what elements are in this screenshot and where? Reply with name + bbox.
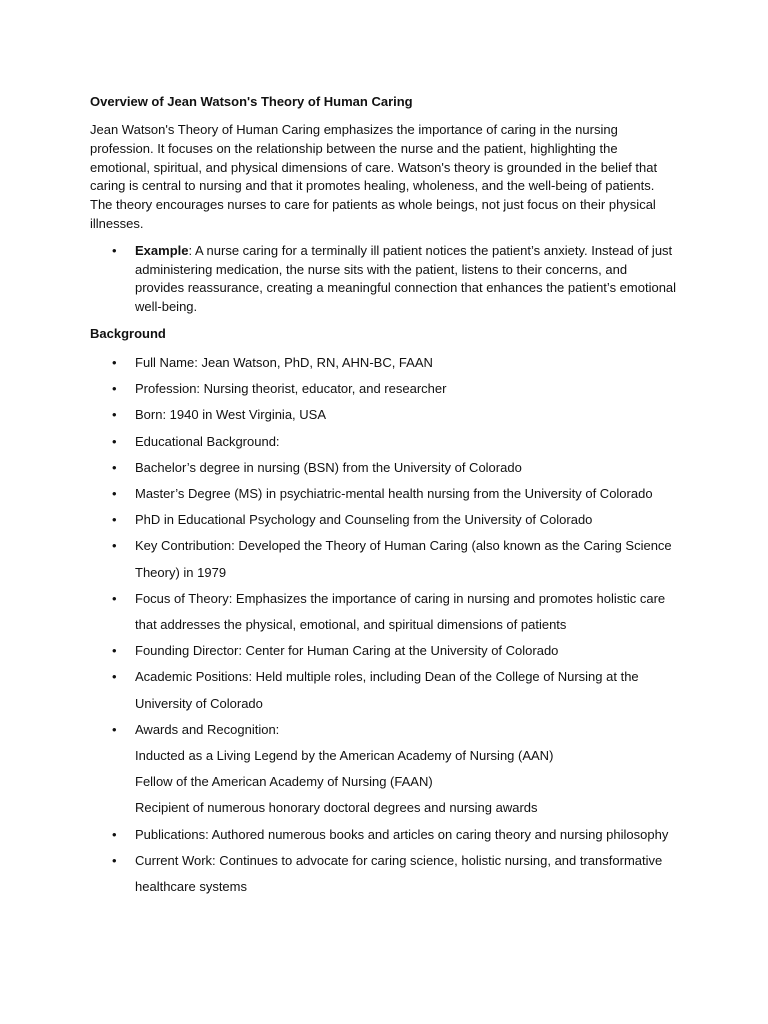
bullet-icon: • [112,485,117,501]
example-item [90,242,678,317]
list-item-text: Founding Director: Center for Human Caring at the University of Colorado [135,643,559,659]
example-list [90,242,678,317]
list-item [90,376,678,402]
list-item-text: Academic Positions: Held multiple roles, including Dean of the College of Nursing at the University of Colorado [135,669,639,711]
bullet-icon: • [112,381,117,397]
bullet-icon: • [112,512,117,528]
list-item [90,848,678,900]
list-item [90,533,678,585]
list-item-text: Born: 1940 in West Virginia, USA [135,407,327,423]
list-item [90,822,678,848]
list-item-text: PhD in Educational Psychology and Counseling from the University of Colorado [135,512,593,528]
intro-paragraph: Jean Watson's Theory of Human Caring emphasizes the importance of caring in the nursing profession. It focuses on the relationship between the nurse and the patient, highlighting the emotional, spiritual, and physical dimensions of care. Watson's theory is grounded in the belief that caring is central to nursing and that it promotes healing, wholeness, and the well-being of patients. The theory encourages nurses to care for patients as whole beings, not just focus on their physical illnesses. [90,122,658,231]
list-item [90,717,678,822]
list-item [90,586,678,638]
bullet-icon: • [112,590,117,606]
list-item-text: Educational Background: [135,433,280,449]
bullet-icon: • [112,643,117,659]
bullet-icon: • [112,538,117,554]
list-item-text: Awards and Recognition: [135,721,280,737]
list-item [90,507,678,533]
list-item-text: Publications: Authored numerous books and articles on caring theory and nursing philosophy [135,826,669,842]
award-line: Inducted as a Living Legend by the American Academy of Nursing (AAN) [135,748,554,764]
list-item-text: Key Contribution: Developed the Theory of Human Caring (also known as the Caring Science Theory) in 1979 [135,538,672,580]
list-item [90,455,678,481]
list-item [90,481,678,507]
bullet-icon: • [112,407,117,423]
list-item-text: Bachelor’s degree in nursing (BSN) from the University of Colorado [135,459,522,475]
bullet-icon: • [112,826,117,842]
list-item [90,402,678,428]
list-item-text: Focus of Theory: Emphasizes the importance of caring in nursing and promotes holistic care that addresses the physical, emotional, and spiritual dimensions of patients [135,590,666,632]
example-label: Example [135,242,189,258]
list-item [90,664,678,716]
list-item-text: Current Work: Continues to advocate for caring science, holistic nursing, and transformative healthcare systems [135,852,663,895]
bullet-icon: • [112,242,117,258]
bullet-icon: • [112,433,117,449]
award-line: Recipient of numerous honorary doctoral degrees and nursing awards [135,800,538,816]
list-item [90,350,678,376]
list-item-text: Master’s Degree (MS) in psychiatric-mental health nursing from the University of Colorado [135,485,653,501]
list-item-text: Full Name: Jean Watson, PhD, RN, AHN-BC, FAAN [135,354,433,370]
background-list [90,350,678,900]
bullet-icon: • [112,669,117,685]
bullet-icon: • [112,852,117,868]
document-title: Overview of Jean Watson's Theory of Human Caring [90,94,413,109]
list-item-text: Profession: Nursing theorist, educator, and researcher [135,381,447,397]
bullet-icon: • [112,354,117,370]
award-line: Fellow of the American Academy of Nursing (FAAN) [135,774,433,790]
list-item [90,638,678,664]
list-item [90,429,678,455]
bullet-icon: • [112,459,117,475]
example-text: : A nurse caring for a terminally ill patient notices the patient’s anxiety. Instead of just administering medication, the nurse sits with the patient, listens to their concerns, and provides reassurance, creating a meaningful connection that enhances the patient’s emotional well-being. [135,242,677,315]
bullet-icon: • [112,721,117,737]
background-heading: Background [90,325,166,341]
